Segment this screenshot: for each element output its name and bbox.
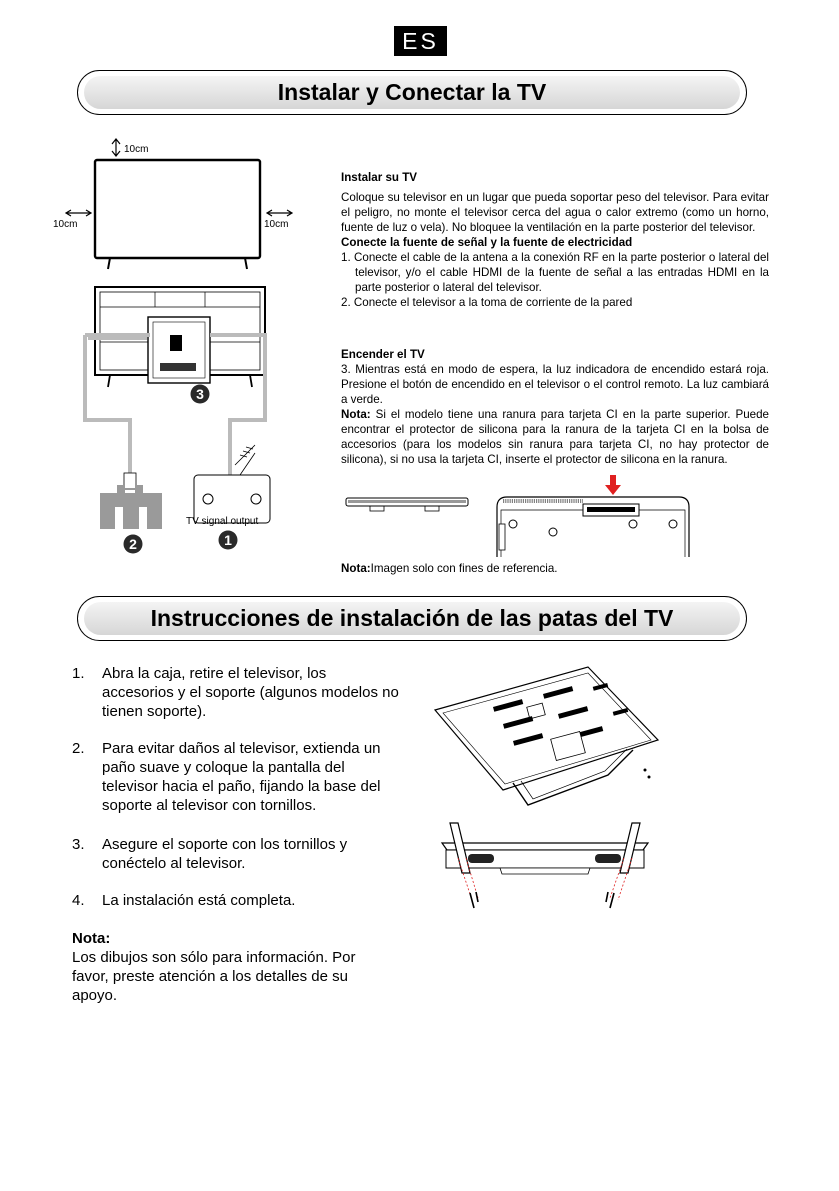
step-2-text: Para evitar daños al televisor, extienda un paño suave y coloque la pantalla del televisor hacia el paño, fijando la base del soporte al televisor con tornillos. [102,740,381,814]
legs-note [72,929,392,1005]
connect-item-1: 1. Conecte el cable de la antena a la conexión RF en la parte posterior o lateral del televisor, y/o el cable HDMI de la fuente de señal a las entradas HDMI en la parte posterior o lateral del televisor. [341,251,769,294]
section-title-legs: Instrucciones de instalación de las patas del TV [150,605,674,631]
power-text-block [341,347,769,467]
install-heading: Instalar su TV [341,171,418,184]
step-2-number: 2. [72,740,85,757]
language-badge: ES [394,26,447,56]
install-text-block [341,170,769,310]
step-1-text: Abra la caja, retire el televisor, los accesorios y el soporte (algunos modelos no tienen soporte). [102,665,399,720]
step-4-number: 4. [72,892,85,909]
signal-output-label: TV signal output [186,516,259,527]
clearance-left-label: 10cm [53,219,78,230]
badge-2 [123,534,143,554]
ci-note-label: Nota: [341,408,371,421]
clearance-right-label: 10cm [264,219,289,230]
step-1-number: 1. [72,665,85,682]
ci-slot-illustration [493,472,693,560]
power-paragraph: 3. Mientras está en modo de espera, la luz indicadora de encendido estará roja. Presione el botón de encendido en el televisor o el control remoto. La luz cambiará a verde. [341,363,769,406]
install-paragraph: Coloque su televisor en un lugar que pueda soportar peso del televisor. Para evitar el peligro, no monte el televisor cerca del agua o calor extremo (como un horno, fuente de luz o vela). No bloquee la ventilación en la parte posterior del televisor. [341,191,769,234]
connect-item-2: 2. Conecte el televisor a la toma de corriente de la pared [341,296,633,309]
ci-protector-illustration [345,497,470,519]
legs-note-label: Nota: [72,930,111,947]
step-4-text: La instalación está completa. [102,892,296,909]
badge-1-label: 1 [224,532,232,548]
reference-note [341,561,769,576]
reference-note-label: Nota: [341,562,371,575]
badge-1 [218,530,238,550]
clearance-top-label: 10cm [124,144,149,155]
reference-note-text: Imagen solo con fines de referencia. [370,562,558,575]
power-heading: Encender el TV [341,348,425,361]
badge-2-label: 2 [129,536,137,552]
badge-3-label: 3 [196,386,204,402]
section-title-install: Instalar y Conectar la TV [277,79,547,105]
stand-attach-illustration [433,665,663,810]
connect-heading: Conecte la fuente de señal y la fuente de electricidad [341,236,633,249]
clearance-diagram [50,135,300,275]
legs-note-text: Los dibujos son sólo para información. Por favor, preste atención a los detalles de su apoyo. [72,949,356,1004]
section-banner-install [77,70,747,115]
ci-note-text: Si el modelo tiene una ranura para tarjeta CI en la parte superior. Puede encontrar el protector de silicona para la ranura de la tarjeta CI en la bolsa de accesorios (para los modelos sin ranura para tarjeta CI, no hay protector de silicona), si no usa la tarjeta CI, inserte el protector de silicona en la ranura. [341,408,769,466]
step-3-text: Asegure el soporte con los tornillos y conéctelo al televisor. [102,836,348,872]
step-3-number: 3. [72,836,85,853]
ci-note [341,407,769,467]
section-banner-legs [77,596,747,641]
badge-3 [190,384,210,404]
stand-legs-illustration [440,818,650,913]
